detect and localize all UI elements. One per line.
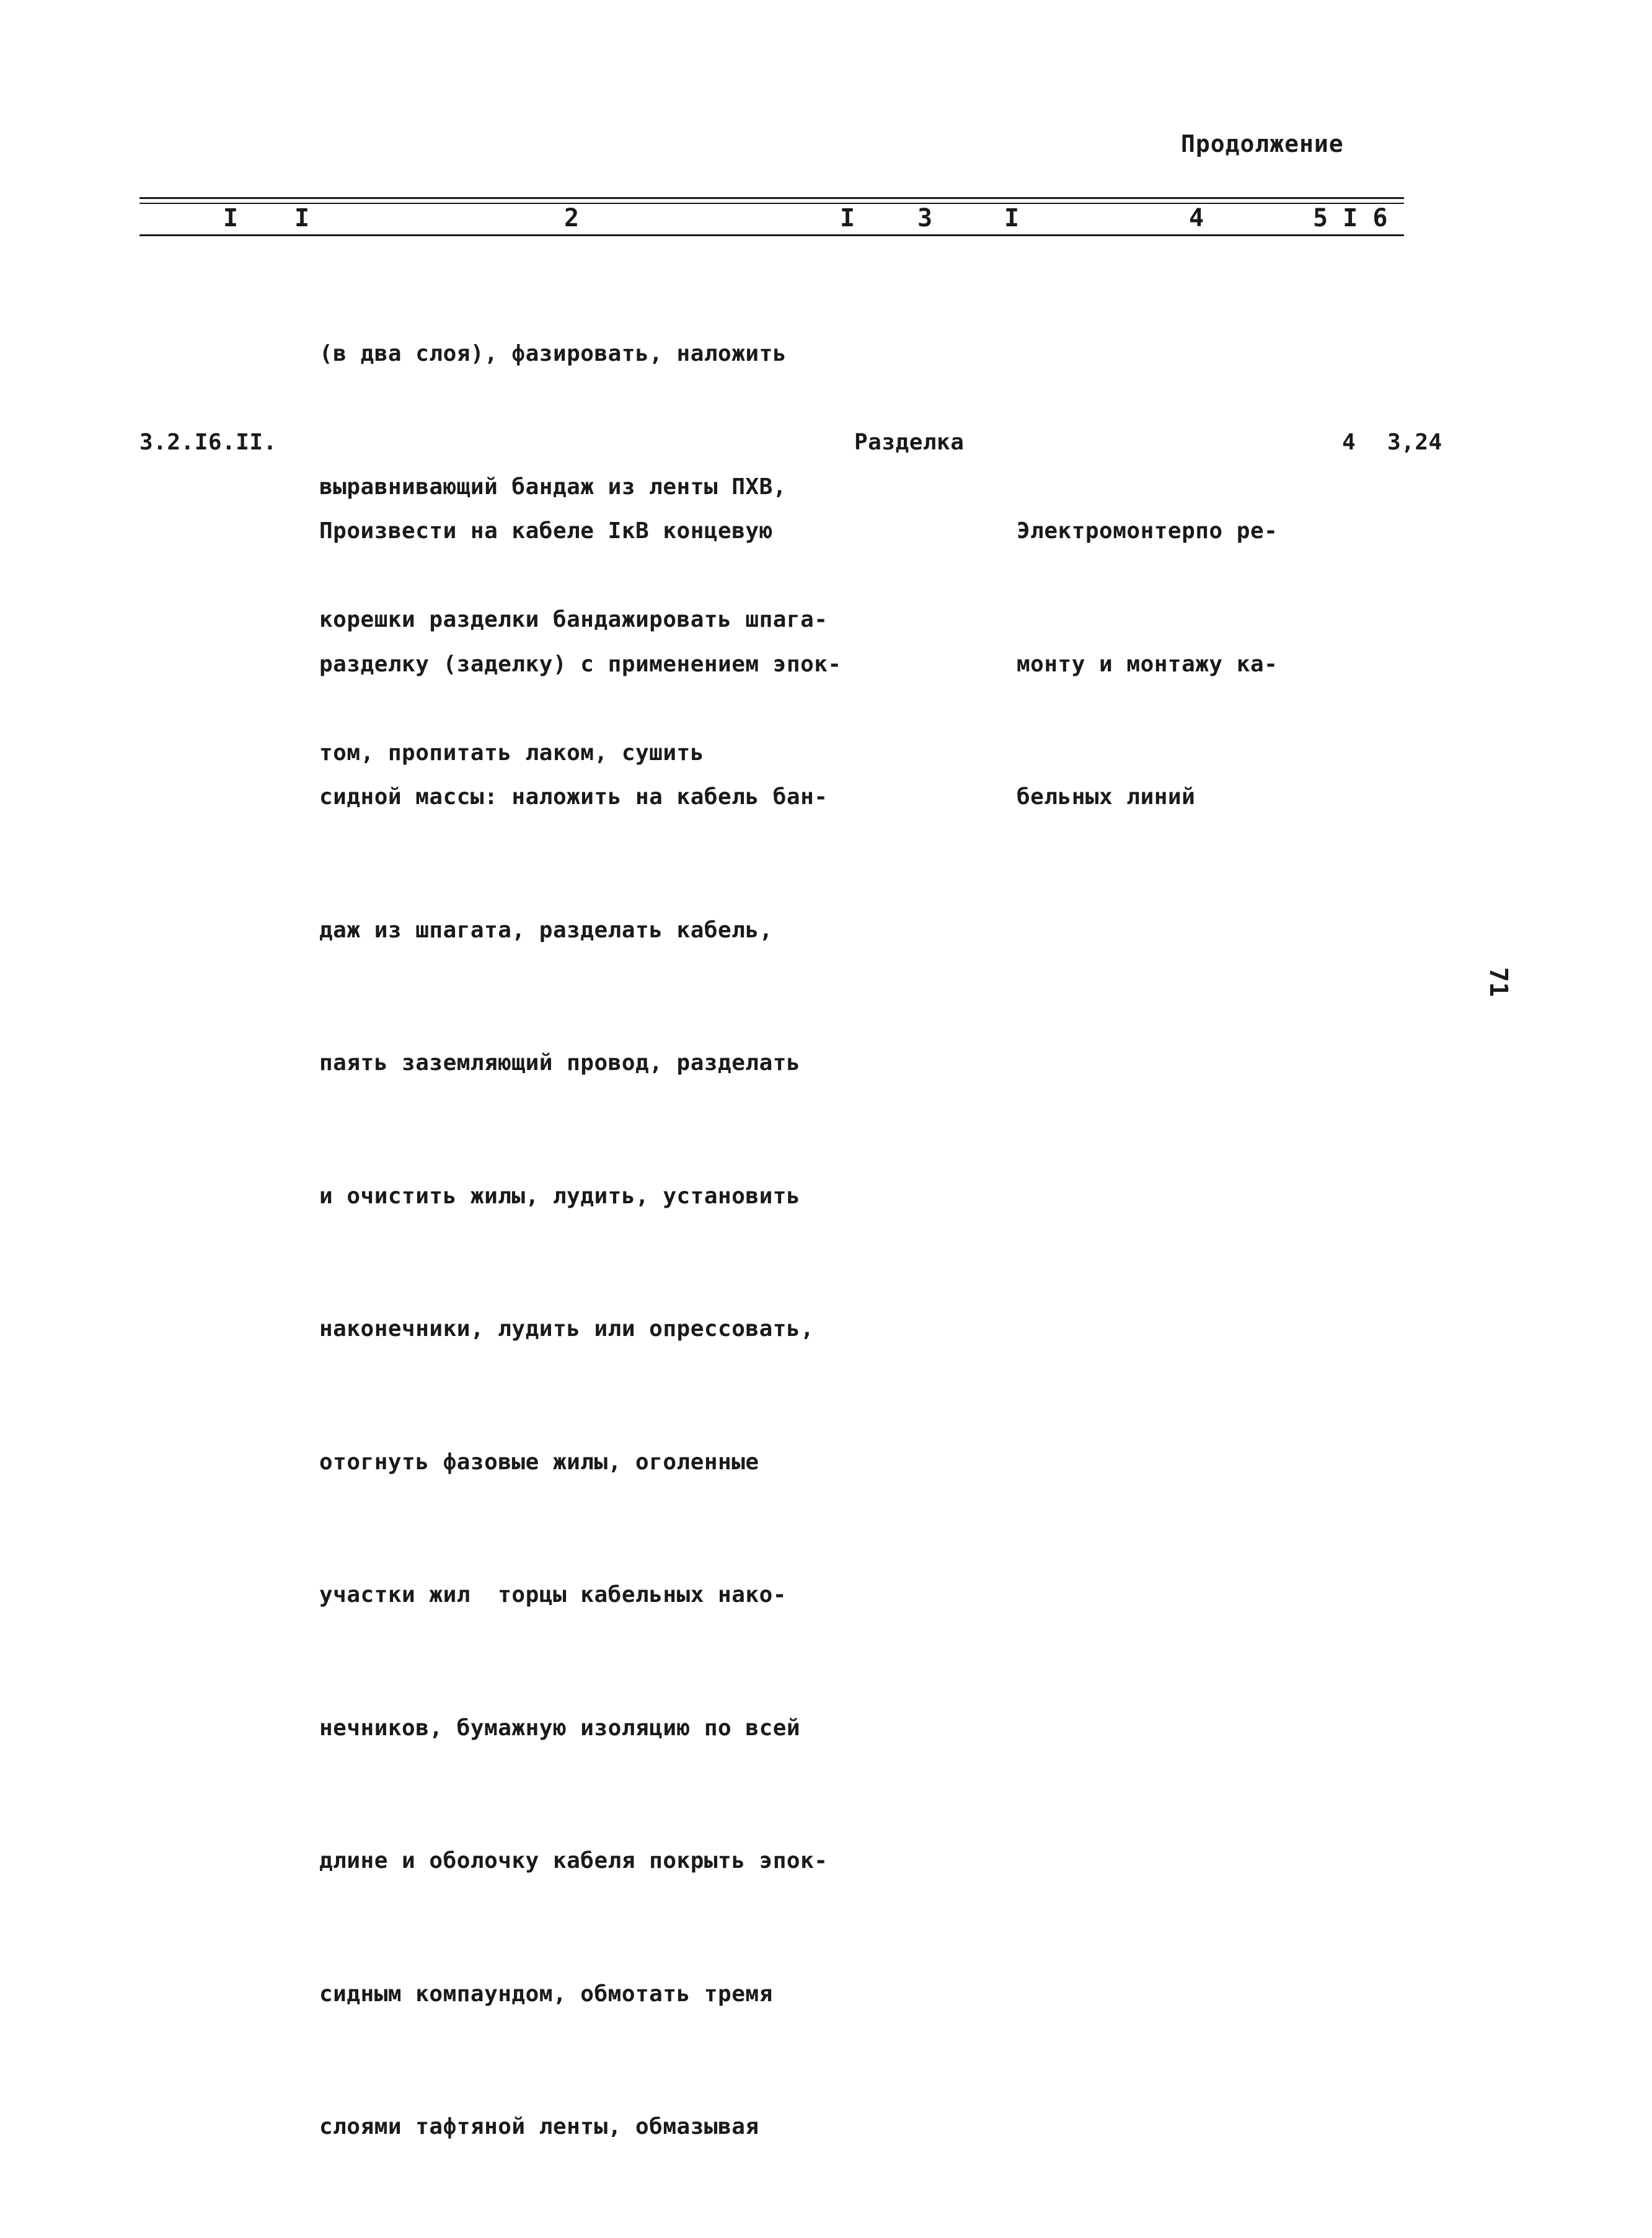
row-1-operation-line: слоями тафтяной ленты, обмазывая (319, 2114, 759, 2139)
row-1-worker (1017, 420, 1278, 908)
row-1-operation-line: разделку (заделку) с применением эпок- (319, 651, 842, 677)
row-1-worker-line: монту и монтажу ка- (1017, 651, 1278, 677)
row-1-operation-line: участки жил торцы кабельных нако- (319, 1582, 787, 1608)
row-1-operation-line: Произвести на кабеле IкВ концевую (319, 518, 773, 544)
row-1-operation-line: сидным компаундом, обмотать тремя (319, 1981, 773, 2007)
column-separator-1: I (294, 204, 310, 232)
row-1-number: 3.2.I6.II. (139, 430, 277, 455)
row-0-operation-line: корешки разделки бандажировать шпага- (319, 607, 828, 632)
row-1-operation-line: даж из шпагата, разделать кабель, (319, 917, 773, 943)
row-1-operation-line: и очистить жилы, лудить, установить (319, 1183, 801, 1209)
row-1-grade: 4 (1342, 430, 1356, 455)
continuation-label: Продолжение (1181, 130, 1344, 157)
column-header-2: 2 (564, 204, 580, 232)
row-0-operation-line: выравнивающий бандаж из ленты ПХВ, (319, 474, 787, 500)
table-header-bottom-rule (139, 234, 1404, 236)
row-1-operation-line: наконечники, лудить или опрессовать, (319, 1316, 815, 1342)
row-1-norm: 3,24 (1387, 430, 1442, 455)
page-number: 71 (1484, 967, 1513, 997)
column-header-5-6: 5 I 6 (1313, 204, 1388, 232)
row-1-worker-line: Электромонтерпо ре- (1017, 518, 1278, 544)
column-separator-2: I (840, 204, 855, 232)
column-header-3: 3 (917, 204, 933, 232)
row-1-worker-line: бельных линий (1017, 784, 1196, 810)
row-1-operation-line: паять заземляющий провод, разделать (319, 1050, 801, 1076)
column-header-1: I (223, 204, 239, 232)
row-1-operation-line: длине и оболочку кабеля покрыть эпок- (319, 1848, 828, 1873)
row-0-operation-line: том, пропитать лаком, сушить (319, 740, 704, 766)
row-1-work-type: Разделка (854, 430, 965, 455)
row-1-operation-line: нечников, бумажную изоляцию по всей (319, 1715, 801, 1741)
column-header-4: 4 (1189, 204, 1204, 232)
table-top-rule (139, 197, 1404, 199)
table-top-rule-inner (139, 203, 1404, 204)
row-0-operation-line: (в два слоя), фазировать, наложить (319, 341, 787, 366)
row-1-operation-line: сидной массы: наложить на кабель бан- (319, 784, 828, 810)
row-1-operation (319, 420, 842, 2238)
row-1-operation-line: отогнуть фазовые жилы, оголенные (319, 1449, 759, 1475)
column-separator-3: I (1004, 204, 1020, 232)
